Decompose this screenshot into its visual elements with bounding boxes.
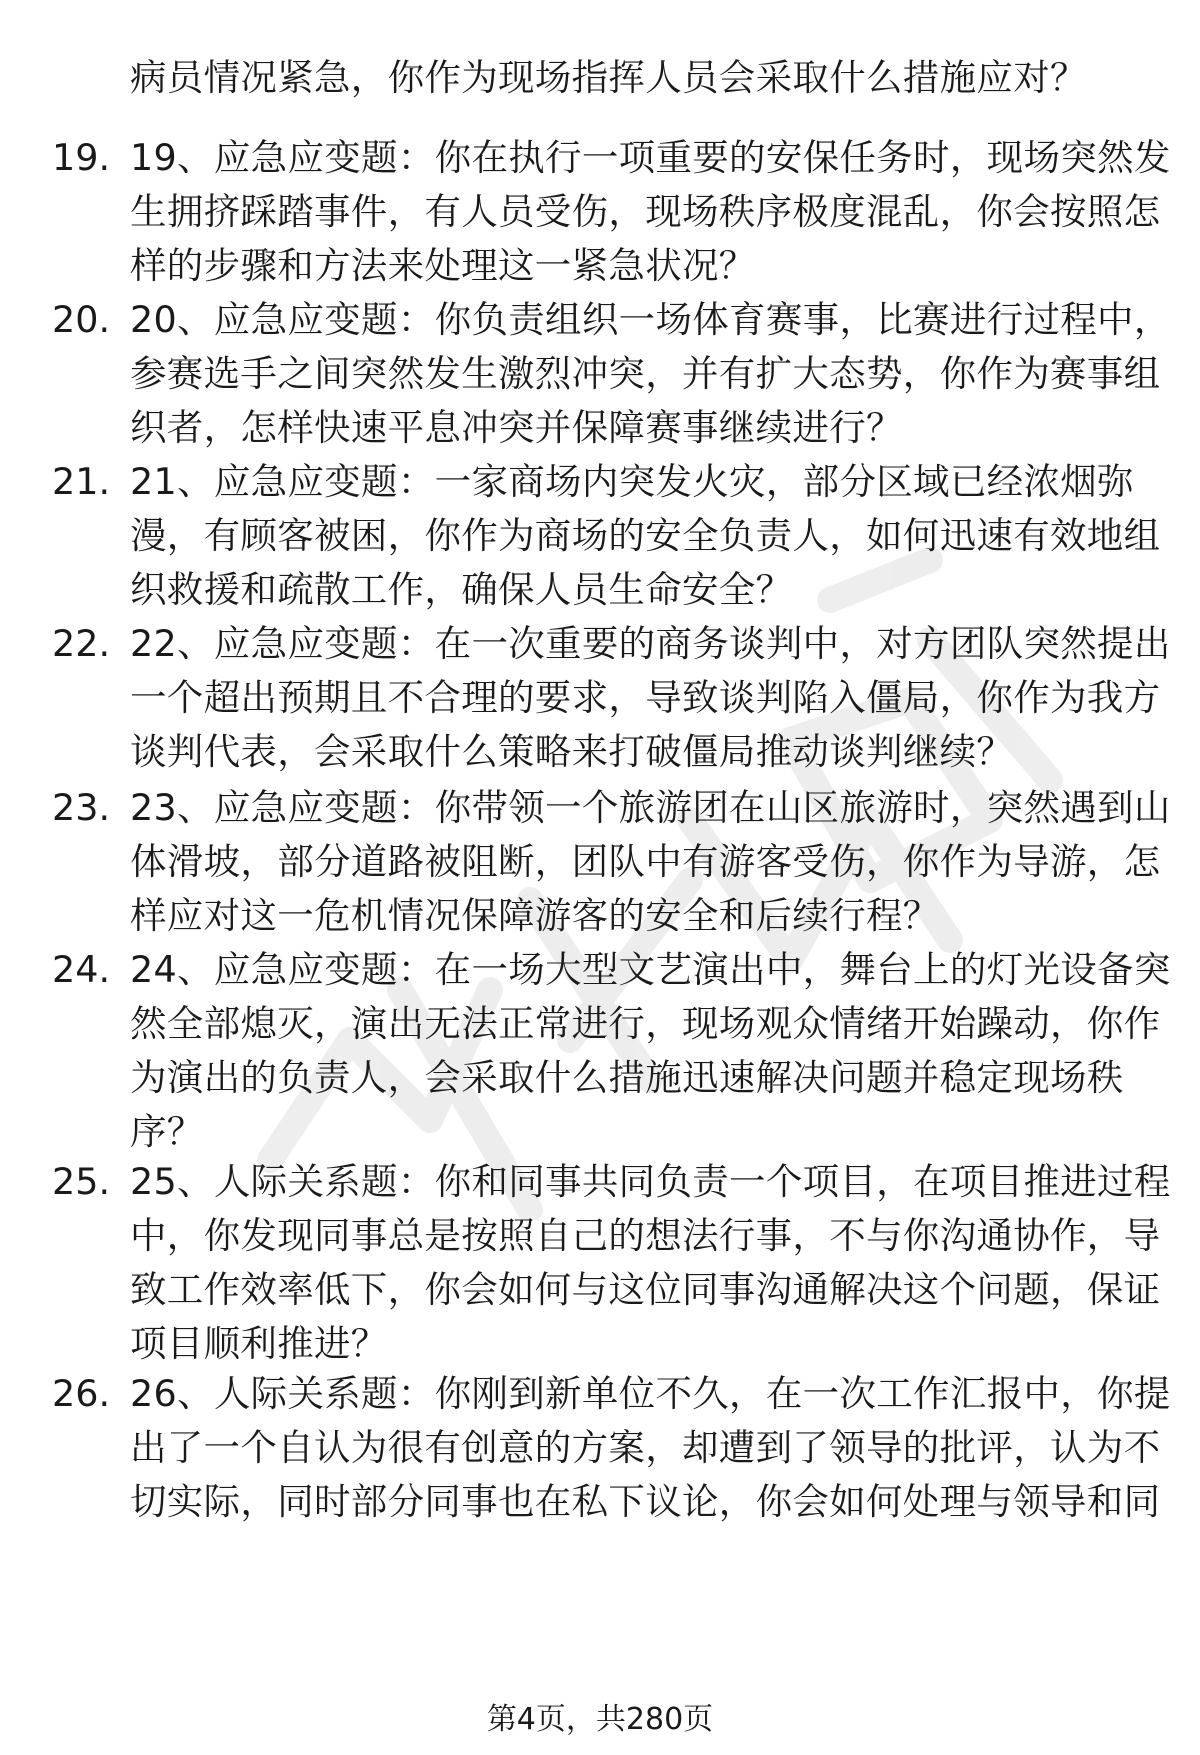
list-item-number: 22. [52,622,111,665]
list-item-number: 23. [52,786,111,829]
continuation-line: 病员情况紧急，你作为现场指挥人员会采取什么措施应对？ [130,56,1087,99]
list-item-number: 19. [52,136,111,179]
list-item-text-line: 样应对这一危机情况保障游客的安全和后续行程？ [130,894,940,937]
list-item-text-line: 切实际，同时部分同事也在私下议论，你会如何处理与领导和同 [130,1480,1161,1523]
list-item-text-line: 序？ [130,1110,204,1153]
list-item-number: 24. [52,948,111,991]
list-item-number: 21. [52,460,111,503]
list-item-text-line: 20、应急应变题：你负责组织一场体育赛事，比赛进行过程中， [130,298,1171,341]
list-item-text-line: 出了一个自认为很有创意的方案，却遭到了领导的批评，认为不 [130,1426,1161,1469]
list-item-text-line: 中，你发现同事总是按照自己的想法行事，不与你沟通协作，导 [130,1214,1161,1257]
list-item-text-line: 24、应急应变题：在一场大型文艺演出中，舞台上的灯光设备突 [130,948,1171,991]
list-item-text-line: 织救援和疏散工作，确保人员生命安全？ [130,568,793,611]
list-item-text-line: 22、应急应变题：在一次重要的商务谈判中，对方团队突然提出 [130,622,1171,665]
list-item-text-line: 样的步骤和方法来处理这一紧急状况？ [130,244,756,287]
list-item-text-line: 生拥挤踩踏事件，有人员受伤，现场秩序极度混乱，你会按照怎 [130,190,1161,233]
list-item-text-line: 一个超出预期且不合理的要求，导致谈判陷入僵局，你作为我方 [130,676,1161,719]
list-item-text-line: 19、应急应变题：你在执行一项重要的安保任务时，现场突然发 [130,136,1171,179]
list-item-text-line: 21、应急应变题：一家商场内突发火灾，部分区域已经浓烟弥 [130,460,1134,503]
list-item-text-line: 谈判代表，会采取什么策略来打破僵局推动谈判继续？ [130,730,1014,773]
list-item-text-line: 漫，有顾客被困，你作为商场的安全负责人，如何迅速有效地组 [130,514,1161,557]
list-item-text-line: 为演出的负责人，会采取什么措施迅速解决问题并稳定现场秩 [130,1056,1124,1099]
list-item-text-line: 25、人际关系题：你和同事共同负责一个项目，在项目推进过程 [130,1160,1171,1203]
page-footer: 第4页，共280页 [486,1702,714,1737]
list-item-text-line: 26、人际关系题：你刚到新单位不久，在一次工作汇报中，你提 [130,1372,1171,1415]
list-item-text-line: 织者，怎样快速平息冲突并保障赛事继续进行？ [130,406,903,449]
list-item-text-line: 致工作效率低下，你会如何与这位同事沟通解决这个问题，保证 [130,1268,1161,1311]
list-item-text-line: 体滑坡，部分道路被阻断，团队中有游客受伤，你作为导游，怎 [130,840,1161,883]
list-item-number: 26. [52,1372,111,1415]
list-item-text-line: 23、应急应变题：你带领一个旅游团在山区旅游时，突然遇到山 [130,786,1171,829]
list-item-number: 25. [52,1160,111,1203]
list-item-number: 20. [52,298,111,341]
list-item-text-line: 然全部熄灭，演出无法正常进行，现场观众情绪开始躁动，你作 [130,1002,1161,1045]
list-item-text-line: 项目顺利推进？ [130,1322,388,1365]
list-item-text-line: 参赛选手之间突然发生激烈冲突，并有扩大态势，你作为赛事组 [130,352,1161,395]
